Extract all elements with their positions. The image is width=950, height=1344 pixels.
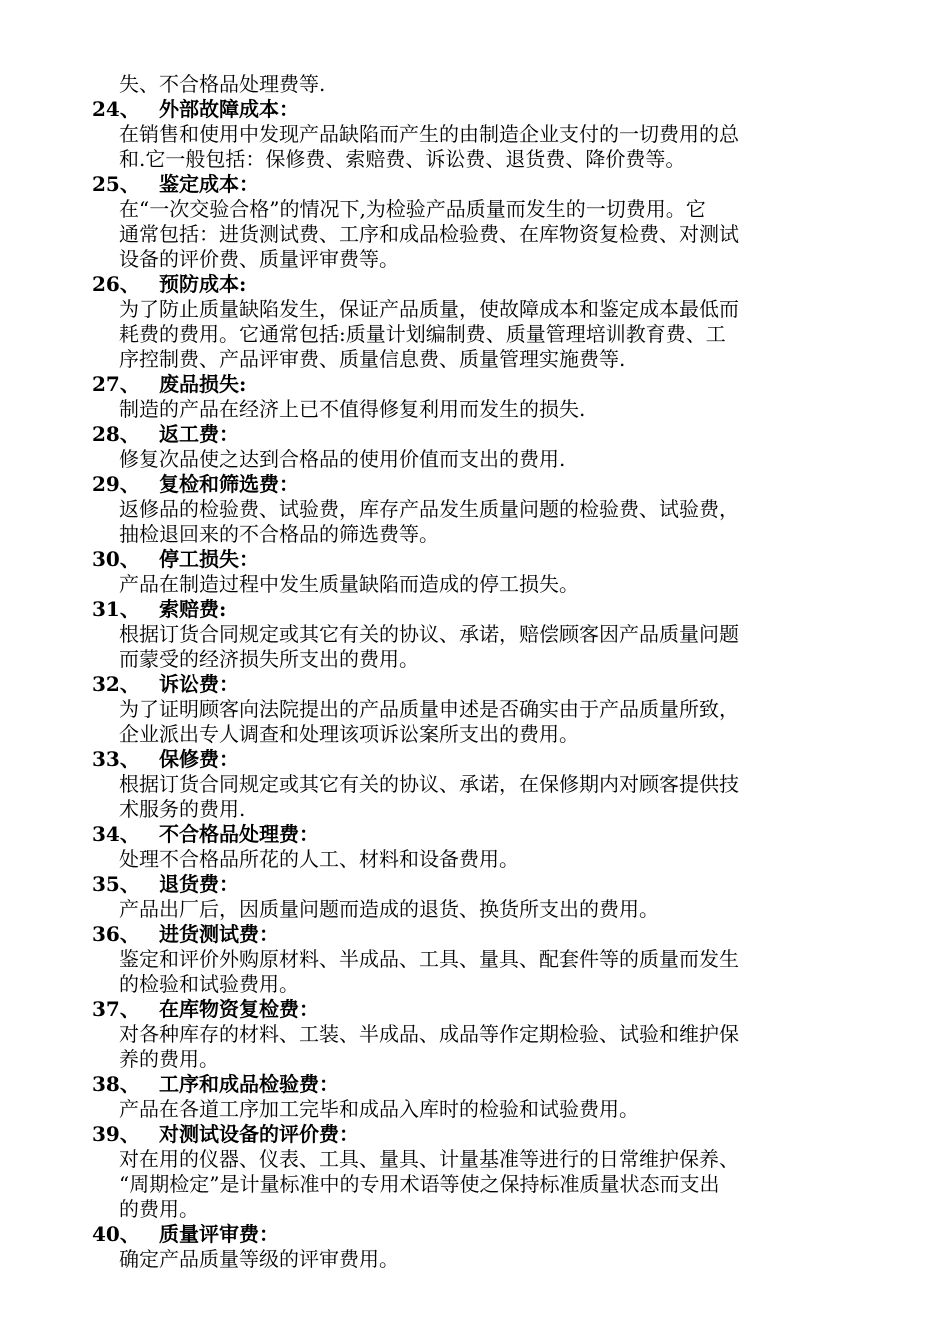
term-heading: [92, 97, 872, 122]
term-title: 索赔费:: [159, 597, 227, 621]
term-title: 鉴定成本：: [159, 172, 259, 196]
term-heading: [92, 422, 872, 447]
term-number: 27、: [92, 372, 140, 396]
definition-line: 处理不合格品所花的人工、材料和设备费用。: [119, 847, 519, 871]
term-title: 外部故障成本：: [159, 97, 299, 121]
term-title: 保修费：: [159, 747, 239, 771]
term-title: 进货测试费：: [159, 922, 279, 946]
term-heading: [92, 597, 872, 622]
term-title: 诉讼费：: [159, 672, 239, 696]
term-heading: [92, 272, 872, 297]
definition-line: 通常包括：进货测试费、工序和成品检验费、在库物资复检费、对测试: [119, 222, 739, 246]
definition-line: 在销售和使用中发现产品缺陷而产生的由制造企业支付的一切费用的总: [119, 122, 739, 146]
definition-line: 根据订货合同规定或其它有关的协议、承诺，赔偿顾客因产品质量问题: [119, 622, 739, 646]
definition-line: 在“一次交验合格”的情况下,为检验产品质量而发生的一切费用。它: [119, 197, 706, 221]
term-heading: [92, 997, 872, 1022]
term-number: 35、: [92, 872, 140, 896]
term-number: 36、: [92, 922, 140, 946]
definition-line: 产品在制造过程中发生质量缺陷而造成的停工损失。: [119, 572, 579, 596]
term-heading: [92, 1122, 872, 1147]
definition-line: 企业派出专人调查和处理该项诉讼案所支出的费用。: [119, 722, 579, 746]
definition-line: 制造的产品在经济上已不值得修复利用而发生的损失.: [119, 397, 586, 421]
term-title: 对测试设备的评价费：: [159, 1122, 359, 1146]
term-number: 38、: [92, 1072, 140, 1096]
definition-line: 的检验和试验费用。: [119, 972, 299, 996]
term-number: 33、: [92, 747, 140, 771]
definition-line: 鉴定和评价外购原材料、半成品、工具、量具、配套件等的质量而发生: [119, 947, 739, 971]
term-title: 在库物资复检费：: [159, 997, 319, 1021]
definition-line: 耗费的费用。它通常包括:质量计划编制费、质量管理培训教育费、工: [119, 322, 726, 346]
definition-line: 的费用。: [119, 1197, 199, 1221]
term-number: 28、: [92, 422, 140, 446]
term-number: 25、: [92, 172, 140, 196]
term-number: 39、: [92, 1122, 140, 1146]
term-title: 质量评审费：: [159, 1222, 279, 1246]
definition-line: 根据订货合同规定或其它有关的协议、承诺，在保修期内对顾客提供技: [119, 772, 739, 796]
term-heading: [92, 1072, 872, 1097]
term-title: 预防成本:: [159, 272, 247, 296]
term-title: 不合格品处理费：: [159, 822, 319, 846]
term-heading: [92, 172, 872, 197]
term-number: 29、: [92, 472, 140, 496]
term-heading: [92, 547, 872, 572]
definition-line: 术服务的费用.: [119, 797, 246, 821]
term-heading: [92, 372, 872, 397]
term-title: 返工费：: [159, 422, 239, 446]
term-number: 24、: [92, 97, 140, 121]
definition-line: 确定产品质量等级的评审费用。: [119, 1247, 399, 1271]
definition-line: 设备的评价费、质量评审费等。: [119, 247, 399, 271]
term-heading: [92, 922, 872, 947]
definition-line: “周期检定”是计量标准中的专用术语等使之保持标准质量状态而支出: [119, 1172, 720, 1196]
definition-line: 而蒙受的经济损失所支出的费用。: [119, 647, 419, 671]
term-number: 37、: [92, 997, 140, 1021]
term-title: 复检和筛选费：: [159, 472, 299, 496]
term-heading: [92, 1222, 872, 1247]
term-title: 退货费：: [159, 872, 239, 896]
term-heading: [92, 747, 872, 772]
definition-line: 养的费用。: [119, 1047, 219, 1071]
continuation-line: 失、不合格品处理费等.: [119, 72, 326, 96]
term-heading: [92, 872, 872, 897]
definition-line: 修复次品使之达到合格品的使用价值而支出的费用.: [119, 447, 566, 471]
document-content: [92, 72, 872, 1272]
definition-line: 产品在各道工序加工完毕和成品入库时的检验和试验费用。: [119, 1097, 639, 1121]
definition-line: 产品出厂后，因质量问题而造成的退货、换货所支出的费用。: [119, 897, 659, 921]
definition-line: 返修品的检验费、试验费，库存产品发生质量问题的检验费、试验费，: [119, 497, 739, 521]
term-number: 32、: [92, 672, 140, 696]
term-title: 停工损失：: [159, 547, 259, 571]
definition-line: 对在用的仪器、仪表、工具、量具、计量基准等进行的日常维护保养、: [119, 1147, 739, 1171]
term-number: 30、: [92, 547, 140, 571]
definition-line: 抽检退回来的不合格品的筛选费等。: [119, 522, 439, 546]
term-heading: [92, 822, 872, 847]
term-title: 废品损失:: [159, 372, 247, 396]
definition-line: 和.它一般包括：保修费、索赔费、诉讼费、退货费、降价费等。: [119, 147, 686, 171]
term-heading: [92, 672, 872, 697]
term-heading: [92, 472, 872, 497]
term-number: 31、: [92, 597, 140, 621]
definition-line: 为了证明顾客向法院提出的产品质量申述是否确实由于产品质量所致，: [119, 697, 739, 721]
term-title: 工序和成品检验费：: [159, 1072, 339, 1096]
definition-line: 序控制费、产品评审费、质量信息费、质量管理实施费等.: [119, 347, 626, 371]
term-number: 26、: [92, 272, 140, 296]
term-number: 40、: [92, 1222, 140, 1246]
definition-line: 为了防止质量缺陷发生，保证产品质量，使故障成本和鉴定成本最低而: [119, 297, 739, 321]
term-number: 34、: [92, 822, 140, 846]
definition-line: 对各种库存的材料、工装、半成品、成品等作定期检验、试验和维护保: [119, 1022, 739, 1046]
